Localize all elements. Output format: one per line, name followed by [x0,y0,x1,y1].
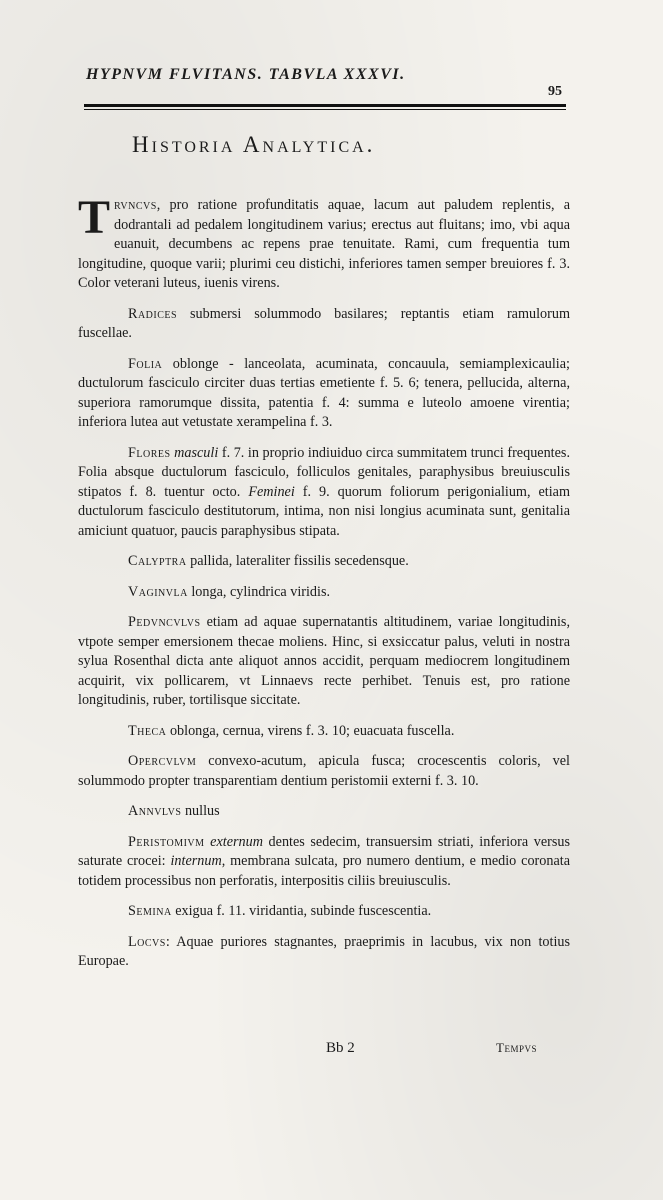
italic-term: internum [170,853,222,869]
paragraph-text: , membrana sulcata, pro numero dentium, e medio coronata totidem processibus non perforatis, interpositis ciliis breuiusculis. [78,853,570,889]
paragraph-theca [78,722,570,742]
paragraph-text: etiam ad aquae supernatantis altitudinem, variae longitudinis, vtpote semper emersionem thecae moliens. Hinc, si exsiccatur palus, veluti in nostra sylua Rosenthal dicta ante aliquot annos accidit, perquam mediocrem longitudinem acquirit, vix pollicarem, vt Linnaevs recte perhibet. Tenuis est, pro ratione longitudinis, ruber, tortilisque siccitate. [78,614,570,708]
paragraph-text: dentes sedecim, transuersim striati, inferiora versus saturate crocei: [78,833,570,869]
lead-term: Theca [128,722,167,739]
paragraph-text: submersi solummodo basilares; reptantis etiam ramulorum fuscellae. [78,305,570,341]
lead-term: Peristomivm [128,833,205,850]
paragraph-text: : Aquae puriores stagnantes, praeprimis in lacubus, vix non totius Europae. [78,933,570,969]
paragraph-text: pallida, lateraliter fissilis secedensque. [186,553,409,569]
lead-term: Radices [128,305,178,322]
paragraph-truncus [78,191,570,294]
paragraph-vaginula [78,583,570,603]
paragraph-folia [78,355,570,433]
lead-term: Flores [128,444,171,461]
paragraph-text: convexo-acutum, apicula fusca; crocescentis coloris, vel solummodo propter transparentiam dentium peristomii externi f. 3. 10. [78,753,570,789]
lead-term: Semina [128,903,172,919]
paragraph-annulus [78,802,570,822]
paragraph-text: exigua f. 11. viridantia, subinde fuscescentia. [171,903,432,919]
paragraph-locus [78,933,570,972]
paragraph-operculum [78,752,570,791]
signature-mark: Bb 2 [326,1040,355,1056]
lead-term: Locvs [128,933,166,950]
lead-term: Vaginvla [128,583,188,600]
lead-term: Pedvncvlvs [128,614,201,630]
drop-cap: T [78,191,111,244]
italic-term: masculi [174,444,219,461]
catchword: Tempvs [496,1040,537,1055]
paragraph-text: f. 9. quorum foliorum perigonialium, etiam ductulorum fasciculo destitutorum, intima, non nisi longius acuminata sunt, genitalia amiciunt quatuor, paucis paraphysibus stipata. [78,483,570,539]
paragraph-peristomium [78,833,570,892]
paragraph-text: longa, cylindrica viridis. [187,583,331,600]
paragraph-radices [78,305,570,344]
paragraph-flores [78,444,570,542]
paragraph-semina [78,902,570,922]
paragraph-text: oblonge - lanceolata, acuminata, concauula, semiamplexicaulia; ductulorum fasciculo circiter duas tertias emetiente f. 5. 6; tenera, pellucida, alterna, superiora ramorumque dissita, patentia f. 4: summa e luteolo amoene virentia; inferiora lutea aut vetustate xerampelina f. 3. [78,355,570,430]
paragraph-text: f. 7. in proprio indiuiduo circa summitatem trunci frequentes. Folia absque ductulorum fasciculo, folliculos genitales, paraphysibus breuiusculis stipatos f. 8. tuentur octo. [78,444,570,500]
italic-term: externum [210,833,263,850]
body-text [78,191,570,983]
lead-term: Calyptra [128,553,187,569]
paragraph-text: , pro ratione profunditatis aquae, lacum aut paludem replentis, a dodrantali ad pedalem longitudinem varius; erectus aut fluitans; imo, vbi aqua euanuit, decumbens ac repens prae tenuitate. Rami, cum frequentia tum longitudine, quoque varii; plurimi ceu distichi, inferiores tamen semper breuiores f. 3. Color veterani luteus, iuenis virens. [78,197,570,291]
section-heading: Historia Analytica. [132,132,376,157]
paragraph-pedunculus [78,613,570,711]
lead-term: rvncvs [114,197,157,213]
running-title: HYPNVM FLVITANS. TABVLA XXXVI. [86,66,406,83]
lead-term: Opercvlvm [128,753,197,769]
lead-term: Annvlvs [128,803,182,819]
paragraph-text: oblonga, cernua, virens f. 3. 10; euacuata fuscella. [166,722,455,739]
lead-term: Folia [128,355,163,372]
header-rule [84,104,566,110]
italic-term: Feminei [248,483,295,500]
paragraph-calyptra [78,552,570,572]
page-number: 95 [548,84,562,99]
paragraph-text: nullus [181,803,220,819]
